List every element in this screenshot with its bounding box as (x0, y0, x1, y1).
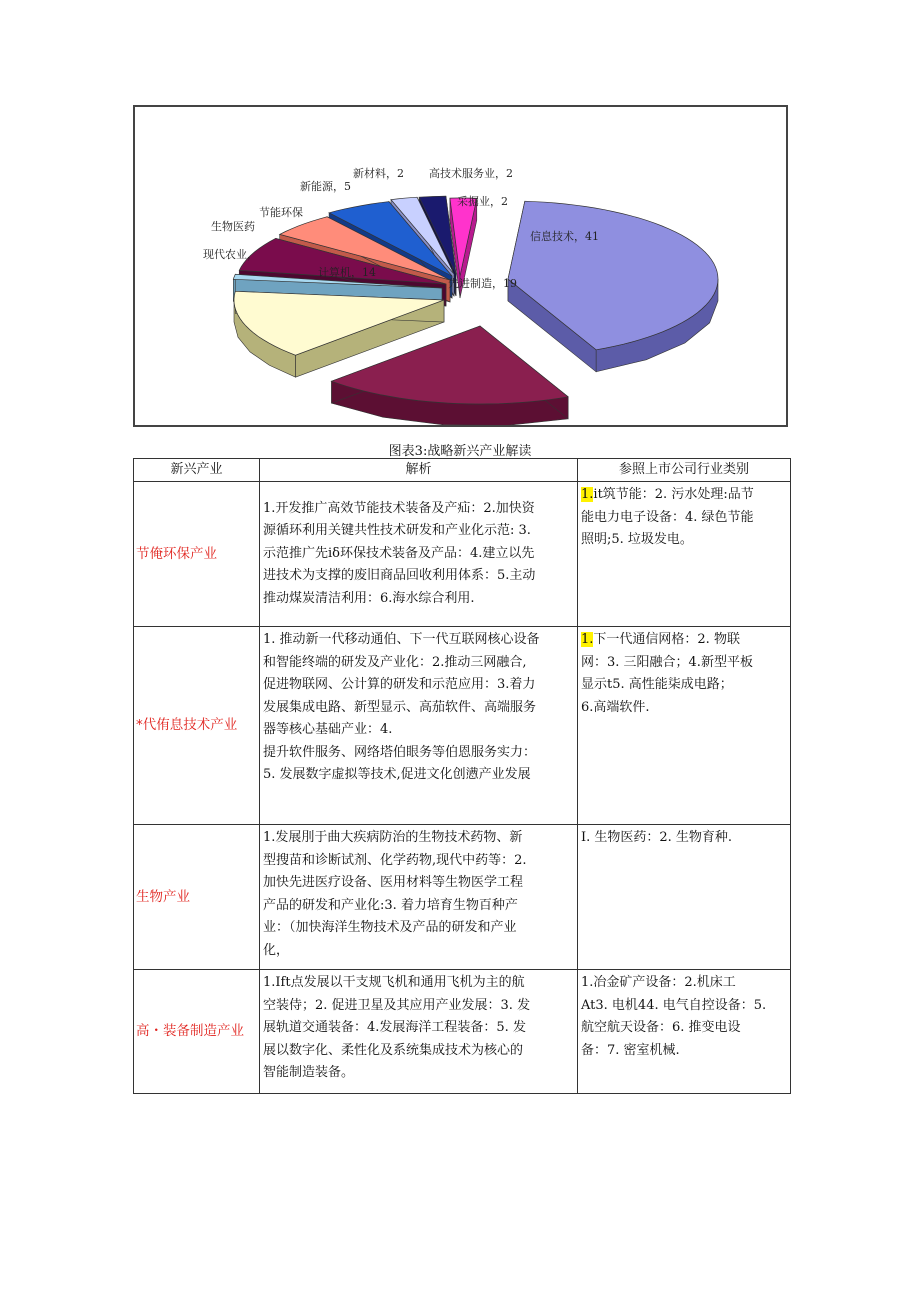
analysis-line: 1.Ift点发展以干支规飞机和通用飞机为主的航 (263, 975, 525, 990)
reference-first: it筑节能：2. 污水处理:品节 (593, 487, 754, 502)
reference-cell (578, 482, 791, 627)
pie-slice-label: 节能环保 (259, 206, 303, 219)
analysis-line: 型搜苗和诊断试剂、化学药物,现代中药等：2. (263, 852, 527, 868)
header-analysis: 解析 (260, 459, 578, 482)
analysis-line: 发展集成电路、新型显示、高茄软件、高端服务 (263, 699, 537, 715)
pie-slice-label: 生物医药 (211, 220, 255, 233)
analysis-line: 业：（加快海洋生物技术及产品的研发和产业 (263, 920, 517, 935)
analysis-cell (260, 825, 578, 970)
analysis-line: 1.开发推广高效节能技术装备及产疝：2.加快资 (263, 500, 535, 516)
analysis-line: 1.发展刖于曲大疾病防治的生物技术药物、新 (263, 830, 523, 845)
analysis-line: 和智能终端的研发及产业化：2.推动三网融合, (263, 654, 527, 670)
reference-cell (578, 627, 791, 825)
pie-slice-label: 高技术服务业，2 (429, 167, 513, 180)
reference-cell (578, 825, 791, 970)
analysis-line: 智能制造装备。 (263, 1065, 355, 1080)
analysis-cell (260, 482, 578, 627)
analysis-line: 进技术为支撑的废旧商品回收利用体系：5.主动 (263, 568, 536, 584)
pie-chart-frame (133, 105, 788, 427)
header-sector: 新兴产业 (134, 459, 260, 482)
pie-slice-label: 现代农业， (203, 248, 258, 261)
table-header-row (134, 459, 791, 482)
sector-name: *代侑息技术产业 (134, 627, 260, 825)
table-row (134, 627, 791, 825)
analysis-line: 展以数字化、柔性化及系统集成技术为核心的 (263, 1042, 524, 1058)
reference-line: 航空航天设备：6. 推变电设 (581, 1020, 741, 1035)
analysis-line: 示范推广先iδ环保技术装备及产品：4.建立以先 (263, 545, 535, 561)
pie-slice-label: 计算机，14 (318, 266, 376, 279)
reference-line: 网：3. 三阳融合；4.新型平板 (581, 654, 753, 670)
table-row (134, 970, 791, 1094)
analysis-line: 展轨道交通装备：4.发展海洋工程装备：5. 发 (263, 1020, 526, 1035)
analysis-line: 产品的研发和产业化:3. 着力培育生物百种产 (263, 897, 518, 913)
table-row (134, 825, 791, 970)
reference-line: 1.冶金矿产设备：2.机床工 (581, 975, 736, 990)
analysis-line: 5. 发展数字虚拟等技术,促进文化创懑产业发展 (263, 767, 531, 782)
analysis-line: 促进物联网、公计算的研发和示范应用：3.着力 (263, 677, 536, 692)
reference-line: 显示t5. 高性能柒成电路； (581, 677, 733, 692)
reference-line: At3. 电机44. 电气自控设备：5. (581, 997, 767, 1013)
reference-line (581, 484, 787, 507)
analysis-line: 化， (263, 942, 290, 958)
reference-first: 下一代通信网格：2. 物联 (593, 632, 740, 647)
analysis-line: 加快先进医疗设备、医用材料等生物医学工程 (263, 875, 524, 890)
pie-slice-label: 采掘业，2 (457, 195, 508, 208)
reference-line: 备：7. 密室机械. (581, 1042, 680, 1058)
analysis-cell (260, 627, 578, 825)
figure-caption: 图表3:战略新兴产业解读 (388, 444, 532, 459)
analysis-line: 源循环利用关键共性技术研发和产业化示范: 3. (263, 523, 531, 539)
header-reference: 参照上市公司行业类别 (578, 459, 791, 482)
highlight-marker: 1. (581, 632, 594, 647)
reference-line: 6.高端软件. (581, 699, 650, 715)
table-row (134, 482, 791, 627)
reference-line (581, 629, 787, 652)
analysis-line: 器等核心基础产业：4. (263, 722, 393, 737)
reference-line: I. 生物医药：2. 生物育种. (581, 830, 733, 845)
analysis-line: 1. 推动新一代移动通伯、下一代互联网核心设备 (263, 632, 540, 647)
sector-name: 节俺环保产业 (134, 482, 260, 627)
sector-name: 生物产业 (134, 825, 260, 970)
analysis-cell (260, 970, 578, 1094)
pie-slice-label: 先进制造，19 (448, 277, 517, 290)
industry-table (133, 458, 791, 1094)
pie-chart (135, 107, 786, 425)
pie-slice-label: 新能源，5 (300, 180, 351, 193)
reference-line: 能电力电子设备：4. 绿色节能 (581, 509, 754, 525)
analysis-line: 提升软件服务、网络塔伯眼务等伯恩服务实力： (263, 744, 537, 760)
analysis-line: 空装侍；2. 促进卫星及其应用产业发展：3. 发 (263, 997, 531, 1013)
sector-name: 高・装备制造产业 (134, 970, 260, 1094)
reference-line: 照明;5. 垃圾发电。 (581, 532, 693, 547)
highlight-marker: 1. (581, 487, 594, 502)
reference-cell (578, 970, 791, 1094)
pie-slice-label: 信息技术，41 (530, 230, 599, 243)
analysis-line: 推动煤炭清洁利用：6.海水综合利用. (263, 590, 475, 606)
pie-slice-label: 新材料，2 (353, 167, 404, 180)
